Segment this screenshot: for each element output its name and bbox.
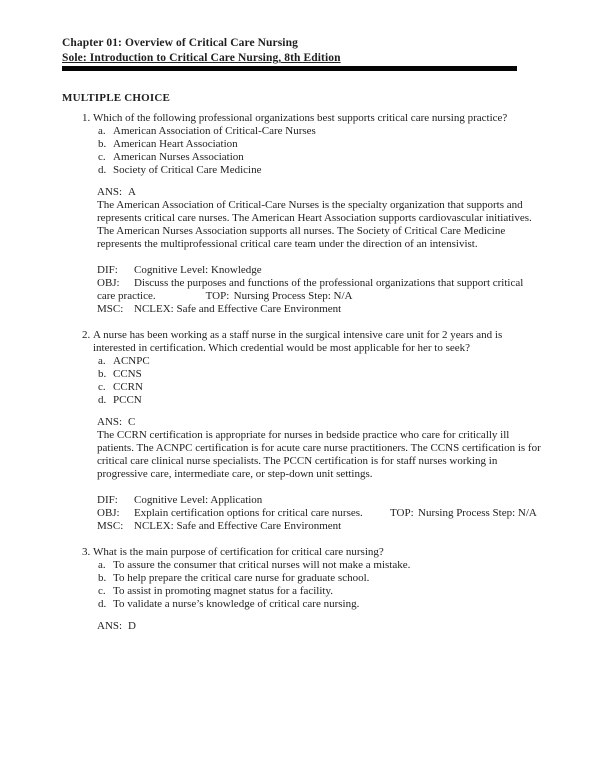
option-row bbox=[93, 381, 545, 394]
option-row bbox=[93, 394, 545, 407]
option-row bbox=[93, 559, 545, 572]
option-letter: a. bbox=[98, 125, 106, 137]
msc-label: MSC: bbox=[97, 303, 124, 315]
msc-text: NCLEX: Safe and Effective Care Environment bbox=[134, 520, 342, 532]
rationale-text: The CCRN certification is appropriate for nurses in bedside practice who care for critically ill patients. The ACNPC certification is for acute care nurse practitioners. The CCNS certification is for critical care clinical nurse specialists. The PCCN certification is for staff nurses working in progressive care, intermediate care, or step-down unit settings. bbox=[97, 429, 541, 480]
question-item bbox=[82, 546, 545, 633]
option-text: CCNS bbox=[113, 368, 142, 380]
option-text: American Heart Association bbox=[113, 138, 238, 150]
question-item bbox=[82, 329, 545, 533]
msc-line bbox=[97, 520, 543, 533]
dif-text: Cognitive Level: Application bbox=[134, 494, 263, 506]
dif-label: DIF: bbox=[97, 264, 118, 276]
answer-block bbox=[97, 416, 543, 533]
option-letter: a. bbox=[98, 559, 106, 571]
option-row bbox=[93, 151, 545, 164]
top-text: Nursing Process Step: N/A bbox=[233, 290, 353, 302]
top-label: TOP: bbox=[205, 290, 230, 302]
option-text: To validate a nurse’s knowledge of critical care nursing. bbox=[113, 598, 360, 610]
question-number: 3. bbox=[82, 546, 91, 558]
top-text: Nursing Process Step: N/A bbox=[418, 507, 537, 519]
objective-line bbox=[97, 277, 543, 303]
msc-text: NCLEX: Safe and Effective Care Environment bbox=[134, 303, 342, 315]
answer-label: ANS: bbox=[97, 416, 123, 428]
question-body bbox=[93, 546, 545, 633]
answer-block bbox=[97, 186, 543, 316]
book-title: Sole: Introduction to Critical Care Nursing, 8th Edition bbox=[62, 52, 341, 64]
top-label: TOP: bbox=[390, 507, 414, 519]
question-number: 2. bbox=[82, 329, 91, 341]
difficulty-line bbox=[97, 264, 543, 277]
obj-label: OBJ: bbox=[97, 277, 120, 289]
question-item bbox=[82, 112, 545, 316]
difficulty-line bbox=[97, 494, 543, 507]
question-list bbox=[82, 112, 545, 633]
option-text: To assure the consumer that critical nurses will not make a mistake. bbox=[113, 559, 411, 571]
question-body bbox=[93, 112, 545, 316]
option-letter: b. bbox=[98, 572, 107, 584]
obj-label: OBJ: bbox=[97, 507, 120, 519]
rationale-text: The American Association of Critical-Care Nurses is the specialty organization that supports and represents critical care nurses. The American Heart Association supports cardiovascular initiatives. The American Nurses Association supports all nurses. The Society of Critical Care Medicine represents the multiprofessional critical care team under the direction of an intensivist. bbox=[97, 199, 532, 250]
option-text: CCRN bbox=[113, 381, 143, 393]
obj-text: Explain certification options for critical care nurses. bbox=[134, 507, 363, 519]
obj-text: Discuss the purposes and functions of the professional organizations that support critical care practice. bbox=[97, 277, 524, 302]
option-row bbox=[93, 164, 545, 177]
msc-label: MSC: bbox=[97, 520, 124, 532]
answer-line bbox=[97, 620, 543, 633]
document-header bbox=[62, 36, 542, 66]
meta-block bbox=[97, 494, 543, 533]
msc-line bbox=[97, 303, 543, 316]
option-row bbox=[93, 585, 545, 598]
header-divider-bar bbox=[62, 66, 517, 71]
option-text: To help prepare the critical care nurse for graduate school. bbox=[113, 572, 370, 584]
question-body bbox=[93, 329, 545, 533]
option-letter: c. bbox=[98, 585, 106, 597]
option-row bbox=[93, 138, 545, 151]
option-letter: c. bbox=[98, 151, 106, 163]
option-row bbox=[93, 572, 545, 585]
question-stem: Which of the following professional organizations best supports critical care nursing practice? bbox=[93, 112, 508, 124]
answer-letter: C bbox=[128, 416, 136, 428]
option-letter: d. bbox=[98, 598, 107, 610]
top-segment bbox=[390, 507, 537, 520]
option-row bbox=[93, 368, 545, 381]
option-letter: a. bbox=[98, 355, 106, 367]
option-text: American Association of Critical-Care Nurses bbox=[113, 125, 316, 137]
option-row bbox=[93, 355, 545, 368]
question-stem: A nurse has been working as a staff nurse in the surgical intensive care unit for 2 years and is interested in certification. Which credential would be most applicable for her to seek? bbox=[93, 329, 503, 354]
answer-line bbox=[97, 416, 543, 429]
option-row bbox=[93, 125, 545, 138]
option-letter: b. bbox=[98, 138, 107, 150]
answer-block bbox=[97, 620, 543, 633]
answer-letter: D bbox=[128, 620, 136, 632]
objective-line bbox=[97, 507, 543, 520]
question-stem: What is the main purpose of certification for critical care nursing? bbox=[93, 546, 384, 558]
answer-label: ANS: bbox=[97, 186, 123, 198]
answer-letter: A bbox=[128, 186, 136, 198]
answer-line bbox=[97, 186, 543, 199]
option-letter: b. bbox=[98, 368, 107, 380]
option-text: PCCN bbox=[113, 394, 142, 406]
section-heading: MULTIPLE CHOICE bbox=[62, 92, 171, 104]
dif-label: DIF: bbox=[97, 494, 118, 506]
option-text: Society of Critical Care Medicine bbox=[113, 164, 262, 176]
chapter-title: Chapter 01: Overview of Critical Care Nursing bbox=[62, 37, 298, 49]
option-row bbox=[93, 598, 545, 611]
option-letter: d. bbox=[98, 394, 107, 406]
option-letter: d. bbox=[98, 164, 107, 176]
answer-label: ANS: bbox=[97, 620, 123, 632]
option-text: American Nurses Association bbox=[113, 151, 244, 163]
option-text: ACNPC bbox=[113, 355, 150, 367]
dif-text: Cognitive Level: Knowledge bbox=[134, 264, 262, 276]
option-letter: c. bbox=[98, 381, 106, 393]
question-number: 1. bbox=[82, 112, 91, 124]
meta-block bbox=[97, 264, 543, 316]
option-text: To assist in promoting magnet status for a facility. bbox=[113, 585, 334, 597]
